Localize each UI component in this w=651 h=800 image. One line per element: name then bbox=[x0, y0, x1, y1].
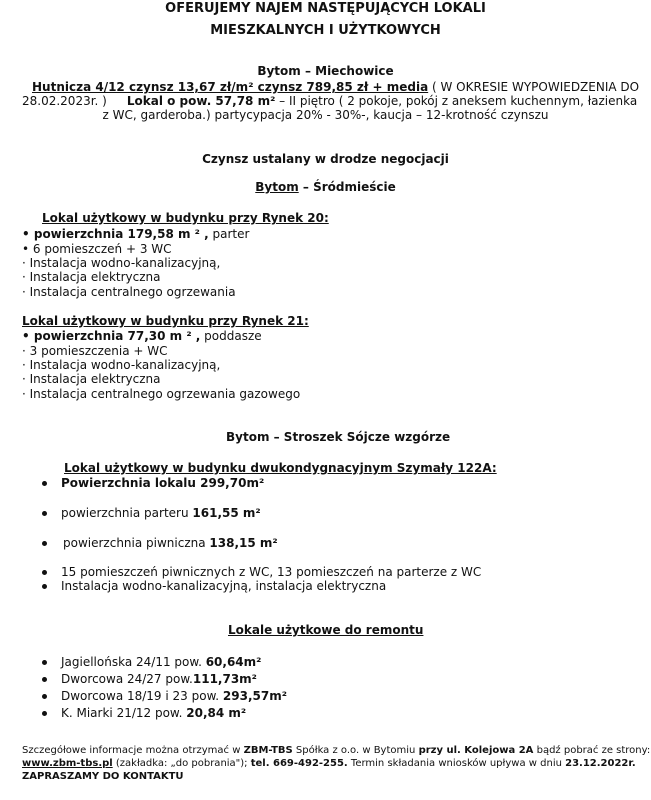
rynek20-item-4: · Instalacja elektryczna bbox=[22, 270, 161, 284]
hutnicza-line-1 bbox=[32, 80, 639, 94]
rynek20-item-1: • powierzchnia 179,58 m ² , parter bbox=[22, 227, 250, 241]
hutnicza-description: – II piętro ( 2 pokoje, pokój z aneksem kuchennym, łazienka bbox=[275, 94, 638, 108]
rynek20-title: Lokal użytkowy w budynku przy Rynek 20: bbox=[42, 211, 329, 225]
bullet-icon bbox=[42, 481, 47, 486]
renovation-item-2: Dworcowa 24/27 pow.111,73m² bbox=[42, 672, 257, 686]
header-line-2: MIESZKALNYCH I UŻYTKOWYCH bbox=[210, 23, 441, 38]
hutnicza-line-3: z WC, garderoba.) partycypacja 20% - 30%-, kaucja – 12-krotność czynszu bbox=[102, 108, 549, 122]
section-srodmiescie-city: Bytom bbox=[255, 180, 299, 194]
bullet-icon bbox=[42, 694, 47, 699]
szymaly-title: Lokal użytkowy w budynku dwukondygnacyjnym Szymały 122A: bbox=[64, 461, 497, 475]
rynek21-item-2: · 3 pomieszczenia + WC bbox=[22, 344, 168, 358]
footer-invitation: ZAPRASZAMY DO KONTAKTU bbox=[22, 771, 184, 782]
szymaly-item-3: powierzchnia piwniczna 138,15 m² bbox=[42, 536, 278, 550]
bullet-icon bbox=[42, 711, 47, 716]
section-stroszek-title: Bytom – Stroszek Sójcze wzgórze bbox=[226, 430, 451, 444]
section-renovation-title: Lokale użytkowe do remontu bbox=[228, 623, 424, 637]
szymaly-item-5: Instalacja wodno-kanalizacyjną, instalacja elektryczna bbox=[42, 579, 386, 593]
bullet-icon bbox=[42, 570, 47, 575]
website-link[interactable]: www.zbm-tbs.pl bbox=[22, 758, 113, 769]
szymaly-item-2: powierzchnia parteru 161,55 m² bbox=[42, 506, 261, 520]
renovation-item-3: Dworcowa 18/19 i 23 pow. 293,57m² bbox=[42, 689, 287, 703]
rynek21-item-1: • powierzchnia 77,30 m ² , poddasze bbox=[22, 329, 262, 343]
rynek21-item-5: · Instalacja centralnego ogrzewania gazowego bbox=[22, 387, 301, 401]
rynek20-item-3: · Instalacja wodno-kanalizacyjną, bbox=[22, 256, 221, 270]
section-miechowice-title: Bytom – Miechowice bbox=[257, 64, 394, 78]
szymaly-item-4: 15 pomieszczeń piwnicznych z WC, 13 pomieszczeń na parterze z WC bbox=[42, 565, 481, 579]
rynek21-title: Lokal użytkowy w budynku przy Rynek 21: bbox=[22, 314, 309, 328]
rynek21-item-4: · Instalacja elektryczna bbox=[22, 372, 161, 386]
hutnicza-rent: Hutnicza 4/12 czynsz 13,67 zł/m² czynsz 789,85 zł + media bbox=[32, 80, 429, 94]
header-line-1: OFERUJEMY NAJEM NASTĘPUJĄCYCH LOKALI bbox=[165, 1, 486, 16]
rynek20-item-5: · Instalacja centralnego ogrzewania bbox=[22, 285, 236, 299]
renovation-item-1: Jagiellońska 24/11 pow. 60,64m² bbox=[42, 655, 261, 669]
section-srodmiescie-title bbox=[0, 180, 651, 194]
phone-number: tel. 669-492-255. bbox=[250, 758, 348, 769]
hutnicza-line-2 bbox=[22, 94, 637, 108]
hutnicza-date: 28.02.2023r. ) bbox=[22, 94, 107, 108]
section-srodmiescie-district: – Śródmieście bbox=[298, 180, 396, 194]
deadline-date: 23.12.2022r. bbox=[565, 758, 636, 769]
rynek20-item-2: • 6 pomieszczeń + 3 WC bbox=[22, 242, 172, 256]
bullet-icon bbox=[42, 511, 47, 516]
bullet-icon bbox=[42, 541, 47, 546]
footer-line-1: Szczegółowe informacje można otrzymać w ZBM-TBS Spółka z o.o. w Bytomiu przy ul. Kolejowa 2A bądź pobrać ze strony: bbox=[22, 745, 651, 756]
footer-line-2: www.zbm-tbs.pl (zakładka: „do pobrania"); tel. 669-492-255. Termin składania wniosków upływa w dniu 23.12.2022r. bbox=[22, 758, 636, 769]
bullet-icon bbox=[42, 677, 47, 682]
bullet-icon bbox=[42, 584, 47, 589]
szymaly-item-1: Powierzchnia lokalu 299,70m² bbox=[42, 476, 264, 490]
negotiation-note: Czynsz ustalany w drodze negocjacji bbox=[202, 152, 449, 166]
hutnicza-area: Lokal o pow. 57,78 m² bbox=[126, 94, 276, 108]
bullet-icon bbox=[42, 660, 47, 665]
renovation-item-4: K. Miarki 21/12 pow. 20,84 m² bbox=[42, 706, 246, 720]
hutnicza-notice: ( W OKRESIE WYPOWIEDZENIA DO bbox=[428, 80, 640, 94]
rynek21-item-3: · Instalacja wodno-kanalizacyjną, bbox=[22, 358, 221, 372]
